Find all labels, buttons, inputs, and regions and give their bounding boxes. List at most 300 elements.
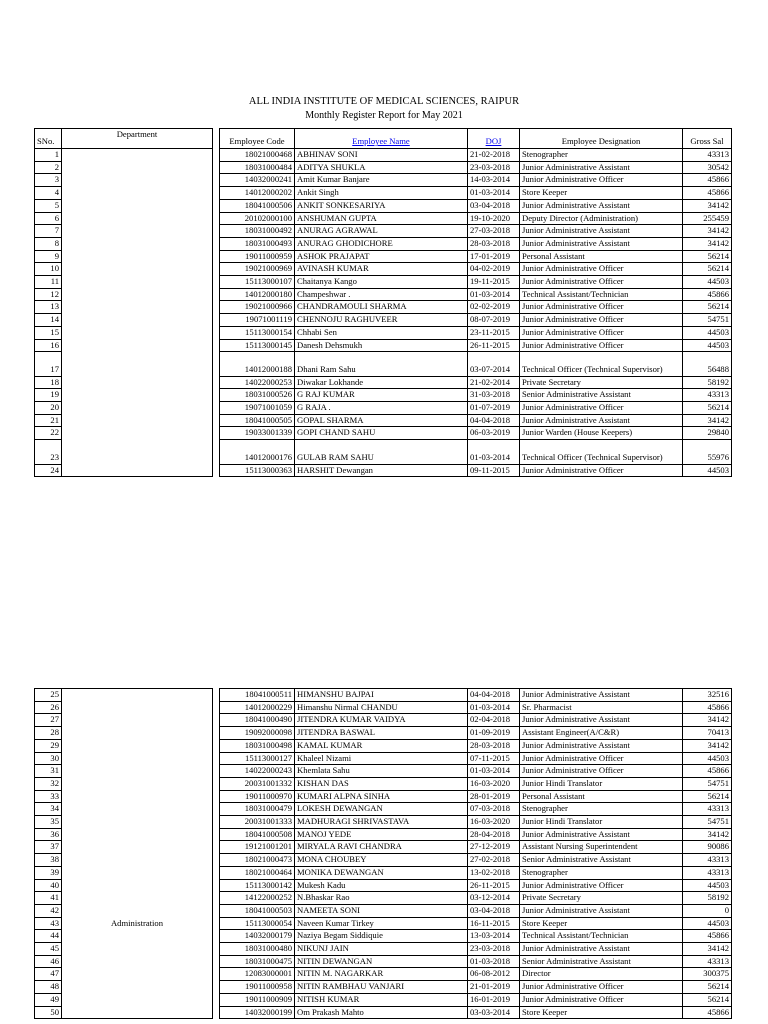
cell-employee-name: GULAB RAM SAHU (295, 440, 468, 464)
cell-department (62, 250, 213, 263)
cell-employee-name: Ankit Singh (295, 187, 468, 200)
cell-doj: 13-02-2018 (468, 866, 520, 879)
cell-doj: 16-03-2020 (468, 777, 520, 790)
cell-designation: Junior Administrative Officer (520, 314, 683, 327)
cell-designation: Junior Administrative Officer (520, 879, 683, 892)
cell-designation: Junior Administrative Officer (520, 263, 683, 276)
cell-employee-name: MONA CHOUBEY (295, 854, 468, 867)
cell-sno: 10 (35, 263, 62, 276)
cell-employee-code: 18021000473 (220, 854, 295, 867)
cell-sno: 39 (35, 866, 62, 879)
table-row (35, 981, 732, 994)
cell-department: Administration (62, 917, 213, 930)
cell-doj: 04-04-2018 (468, 414, 520, 427)
cell-doj: 28-01-2019 (468, 790, 520, 803)
cell-sno: 14 (35, 314, 62, 327)
cell-designation: Store Keeper (520, 187, 683, 200)
cell-employee-name: Champeshwar . (295, 288, 468, 301)
cell-doj: 01-03-2014 (468, 701, 520, 714)
cell-employee-code: 19021000966 (220, 301, 295, 314)
cell-gross-salary: 43313 (683, 854, 732, 867)
cell-gross-salary: 56214 (683, 993, 732, 1006)
cell-gross-salary: 44503 (683, 464, 732, 477)
cell-sno: 44 (35, 930, 62, 943)
cell-employee-name: NITISH KUMAR (295, 993, 468, 1006)
cell-employee-code: 14032000241 (220, 174, 295, 187)
cell-doj: 28-04-2018 (468, 828, 520, 841)
cell-gross-salary: 45866 (683, 174, 732, 187)
cell-designation: Technical Officer (Technical Supervisor) (520, 352, 683, 376)
cell-gross-salary: 56214 (683, 981, 732, 994)
table-row (35, 427, 732, 440)
table-row (35, 701, 732, 714)
cell-doj: 26-11-2015 (468, 879, 520, 892)
cell-employee-code: 18041000503 (220, 904, 295, 917)
cell-employee-code: 14122000252 (220, 892, 295, 905)
cell-department (62, 414, 213, 427)
cell-designation: Technical Officer (Technical Supervisor) (520, 440, 683, 464)
cell-gross-salary: 34142 (683, 828, 732, 841)
table-row (35, 739, 732, 752)
register-table-page-1 (34, 128, 732, 477)
cell-employee-code: 18041000505 (220, 414, 295, 427)
table-row (35, 314, 732, 327)
cell-employee-name: ASHOK PRAJAPAT (295, 250, 468, 263)
table-row (35, 187, 732, 200)
cell-doj: 31-03-2018 (468, 389, 520, 402)
cell-designation: Junior Administrative Assistant (520, 161, 683, 174)
cell-designation: Junior Administrative Assistant (520, 828, 683, 841)
cell-designation: Technical Assistant/Technician (520, 930, 683, 943)
cell-designation: Stenographer (520, 803, 683, 816)
cell-employee-name: Naziya Begam Siddiquie (295, 930, 468, 943)
table-row (35, 288, 732, 301)
cell-employee-name: Amit Kumar Banjare (295, 174, 468, 187)
cell-gross-salary: 58192 (683, 892, 732, 905)
cell-employee-code: 18041000490 (220, 714, 295, 727)
cell-designation: Junior Administrative Officer (520, 326, 683, 339)
cell-employee-name: Danesh Dehsmukh (295, 339, 468, 352)
cell-employee-code: 19071001059 (220, 402, 295, 415)
cell-department (62, 803, 213, 816)
cell-doj: 16-03-2020 (468, 816, 520, 829)
cell-employee-code: 14012000188 (220, 352, 295, 376)
cell-employee-name: NAMEETA SONI (295, 904, 468, 917)
cell-doj: 01-07-2019 (468, 402, 520, 415)
cell-gross-salary: 54751 (683, 777, 732, 790)
cell-employee-name: GOPI CHAND SAHU (295, 427, 468, 440)
cell-designation: Director (520, 968, 683, 981)
cell-department (62, 212, 213, 225)
cell-doj: 03-12-2014 (468, 892, 520, 905)
cell-department (62, 904, 213, 917)
table-row (35, 376, 732, 389)
cell-department (62, 174, 213, 187)
cell-sno: 20 (35, 402, 62, 415)
cell-department (62, 314, 213, 327)
table-row (35, 440, 732, 464)
cell-employee-code: 18031000484 (220, 161, 295, 174)
cell-sno: 41 (35, 892, 62, 905)
cell-gross-salary: 43313 (683, 955, 732, 968)
cell-department (62, 765, 213, 778)
cell-employee-name: NIKUNJ JAIN (295, 943, 468, 956)
cell-employee-code: 20102000100 (220, 212, 295, 225)
cell-employee-code: 19071001119 (220, 314, 295, 327)
cell-employee-name: NITIN DEWANGAN (295, 955, 468, 968)
cell-doj: 21-01-2019 (468, 981, 520, 994)
cell-department (62, 402, 213, 415)
cell-employee-name: ABHINAV SONI (295, 149, 468, 162)
cell-doj: 01-03-2014 (468, 288, 520, 301)
cell-department (62, 892, 213, 905)
table-row (35, 149, 732, 162)
cell-designation: Junior Administrative Officer (520, 402, 683, 415)
cell-employee-name: Naveen Kumar Tirkey (295, 917, 468, 930)
cell-department (62, 301, 213, 314)
cell-employee-code: 14022000243 (220, 765, 295, 778)
cell-sno: 40 (35, 879, 62, 892)
col-doj-header[interactable] (468, 129, 520, 149)
cell-sno: 45 (35, 943, 62, 956)
table-row (35, 828, 732, 841)
cell-doj: 28-03-2018 (468, 739, 520, 752)
table-row (35, 790, 732, 803)
cell-employee-code: 14012000202 (220, 187, 295, 200)
cell-gross-salary: 34142 (683, 414, 732, 427)
cell-employee-code: 18021000464 (220, 866, 295, 879)
cell-designation: Junior Administrative Assistant (520, 714, 683, 727)
cell-employee-code: 18021000468 (220, 149, 295, 162)
cell-employee-name: Mukesh Kadu (295, 879, 468, 892)
cell-doj: 27-12-2019 (468, 841, 520, 854)
cell-doj: 03-04-2018 (468, 199, 520, 212)
cell-employee-name: ANURAG AGRAWAL (295, 225, 468, 238)
table-row (35, 263, 732, 276)
cell-gross-salary: 34142 (683, 225, 732, 238)
cell-sno: 22 (35, 427, 62, 440)
cell-employee-name: MONIKA DEWANGAN (295, 866, 468, 879)
table-row (35, 854, 732, 867)
cell-employee-code: 20031001333 (220, 816, 295, 829)
cell-employee-code: 19121001201 (220, 841, 295, 854)
cell-employee-name: AVINASH KUMAR (295, 263, 468, 276)
cell-designation: Junior Administrative Officer (520, 765, 683, 778)
cell-doj: 14-03-2014 (468, 174, 520, 187)
employee-name-sort-link[interactable]: Employee Name (352, 136, 410, 147)
cell-designation: Senior Administrative Assistant (520, 389, 683, 402)
cell-doj: 03-07-2014 (468, 352, 520, 376)
cell-sno: 7 (35, 225, 62, 238)
cell-doj: 01-03-2014 (468, 187, 520, 200)
cell-employee-name: CHANDRAMOULI SHARMA (295, 301, 468, 314)
cell-department (62, 326, 213, 339)
cell-employee-code: 18031000479 (220, 803, 295, 816)
institute-title: ALL INDIA INSTITUTE OF MEDICAL SCIENCES, RAIPUR (248, 96, 520, 107)
cell-department (62, 841, 213, 854)
cell-doj: 01-09-2019 (468, 727, 520, 740)
cell-sno: 35 (35, 816, 62, 829)
cell-designation: Junior Hindi Translator (520, 816, 683, 829)
cell-employee-code: 14012000176 (220, 440, 295, 464)
table-row (35, 955, 732, 968)
cell-sno: 21 (35, 414, 62, 427)
cell-employee-code: 18041000508 (220, 828, 295, 841)
cell-department (62, 790, 213, 803)
col-department-header: Department (62, 129, 213, 149)
doj-sort-link[interactable]: DOJ (485, 136, 502, 147)
cell-gross-salary: 34142 (683, 714, 732, 727)
cell-designation: Private Secretary (520, 376, 683, 389)
cell-gross-salary: 56488 (683, 352, 732, 376)
cell-department (62, 739, 213, 752)
cell-employee-code: 15113000363 (220, 464, 295, 477)
cell-department (62, 816, 213, 829)
cell-gross-salary: 43313 (683, 803, 732, 816)
register-table-page-2 (34, 688, 732, 1019)
cell-employee-name: ADITYA SHUKLA (295, 161, 468, 174)
cell-doj: 16-11-2015 (468, 917, 520, 930)
cell-sno: 29 (35, 739, 62, 752)
table-row (35, 727, 732, 740)
cell-employee-code: 15113000142 (220, 879, 295, 892)
cell-department (62, 714, 213, 727)
col-sno-header: SNo. (35, 129, 62, 149)
cell-gross-salary: 44503 (683, 752, 732, 765)
cell-designation: Senior Administrative Assistant (520, 854, 683, 867)
cell-employee-code: 14022000253 (220, 376, 295, 389)
cell-doj: 04-04-2018 (468, 689, 520, 702)
cell-designation: Assistant Nursing Superintendent (520, 841, 683, 854)
cell-sno: 16 (35, 339, 62, 352)
cell-employee-code: 18031000493 (220, 237, 295, 250)
cell-gross-salary: 90086 (683, 841, 732, 854)
cell-employee-name: MANOJ YEDE (295, 828, 468, 841)
cell-gross-salary: 45866 (683, 187, 732, 200)
cell-employee-code: 12083000001 (220, 968, 295, 981)
cell-employee-code: 14012000180 (220, 288, 295, 301)
table-row (35, 752, 732, 765)
cell-sno: 19 (35, 389, 62, 402)
cell-gross-salary: 255459 (683, 212, 732, 225)
cell-department (62, 866, 213, 879)
cell-designation: Junior Administrative Officer (520, 174, 683, 187)
cell-sno: 15 (35, 326, 62, 339)
cell-designation: Stenographer (520, 866, 683, 879)
cell-sno: 33 (35, 790, 62, 803)
cell-sno: 8 (35, 237, 62, 250)
cell-designation: Stenographer (520, 149, 683, 162)
cell-designation: Junior Administrative Assistant (520, 943, 683, 956)
table-row (35, 689, 732, 702)
cell-sno: 48 (35, 981, 62, 994)
cell-department (62, 440, 213, 464)
cell-sno: 26 (35, 701, 62, 714)
cell-sno: 13 (35, 301, 62, 314)
cell-gross-salary: 29840 (683, 427, 732, 440)
cell-employee-name: Dhani Ram Sahu (295, 352, 468, 376)
cell-doj: 01-03-2014 (468, 765, 520, 778)
cell-doj: 23-03-2018 (468, 161, 520, 174)
cell-doj: 08-07-2019 (468, 314, 520, 327)
cell-gross-salary: 34142 (683, 237, 732, 250)
table-row (35, 879, 732, 892)
cell-department (62, 981, 213, 994)
cell-doj: 27-03-2018 (468, 225, 520, 238)
table-row (35, 866, 732, 879)
cell-department (62, 339, 213, 352)
cell-employee-code: 15113000054 (220, 917, 295, 930)
table-row (35, 237, 732, 250)
cell-employee-name: KUMARI ALPNA SINHA (295, 790, 468, 803)
cell-department (62, 376, 213, 389)
col-name-header[interactable] (295, 129, 468, 149)
cell-sno: 46 (35, 955, 62, 968)
table-row (35, 892, 732, 905)
cell-department (62, 149, 213, 162)
cell-employee-code: 15113000127 (220, 752, 295, 765)
cell-designation: Junior Hindi Translator (520, 777, 683, 790)
cell-employee-name: NITIN M. NAGARKAR (295, 968, 468, 981)
cell-gross-salary: 45866 (683, 288, 732, 301)
cell-department (62, 727, 213, 740)
cell-designation: Junior Administrative Officer (520, 981, 683, 994)
cell-sno: 49 (35, 993, 62, 1006)
cell-employee-name: KAMAL KUMAR (295, 739, 468, 752)
cell-department (62, 276, 213, 289)
cell-sno: 17 (35, 352, 62, 376)
cell-sno: 37 (35, 841, 62, 854)
cell-department (62, 993, 213, 1006)
cell-sno: 24 (35, 464, 62, 477)
cell-employee-code: 15113000107 (220, 276, 295, 289)
cell-designation: Junior Administrative Assistant (520, 739, 683, 752)
table-row (35, 841, 732, 854)
cell-sno: 50 (35, 1006, 62, 1019)
cell-sno: 28 (35, 727, 62, 740)
cell-doj: 02-04-2018 (468, 714, 520, 727)
cell-employee-name: JITENDRA KUMAR VAIDYA (295, 714, 468, 727)
cell-doj: 07-03-2018 (468, 803, 520, 816)
cell-sno: 43 (35, 917, 62, 930)
cell-gross-salary: 300375 (683, 968, 732, 981)
cell-doj: 04-02-2019 (468, 263, 520, 276)
cell-employee-code: 19033001339 (220, 427, 295, 440)
cell-designation: Junior Administrative Officer (520, 993, 683, 1006)
cell-employee-code: 19021000969 (220, 263, 295, 276)
cell-sno: 9 (35, 250, 62, 263)
table-row (35, 199, 732, 212)
table-row (35, 904, 732, 917)
cell-department (62, 352, 213, 376)
cell-doj: 03-04-2018 (468, 904, 520, 917)
cell-doj: 03-03-2014 (468, 1006, 520, 1019)
cell-doj: 23-11-2015 (468, 326, 520, 339)
cell-sno: 1 (35, 149, 62, 162)
cell-employee-name: Khaleel Nizami (295, 752, 468, 765)
cell-gross-salary: 30542 (683, 161, 732, 174)
cell-employee-code: 14032000179 (220, 930, 295, 943)
table-row (35, 917, 732, 930)
cell-gross-salary: 32516 (683, 689, 732, 702)
cell-doj: 06-08-2012 (468, 968, 520, 981)
cell-employee-code: 19011000909 (220, 993, 295, 1006)
cell-employee-name: Om Prakash Mahto (295, 1006, 468, 1019)
cell-doj: 01-03-2014 (468, 440, 520, 464)
cell-designation: Private Secretary (520, 892, 683, 905)
cell-gross-salary: 45866 (683, 701, 732, 714)
cell-doj: 27-02-2018 (468, 854, 520, 867)
cell-department (62, 701, 213, 714)
cell-employee-name: N.Bhaskar Rao (295, 892, 468, 905)
table-row (35, 930, 732, 943)
cell-sno: 23 (35, 440, 62, 464)
cell-gross-salary: 54751 (683, 314, 732, 327)
cell-department (62, 943, 213, 956)
cell-employee-code: 14012000229 (220, 701, 295, 714)
table-row (35, 212, 732, 225)
table-row (35, 389, 732, 402)
col-designation-header: Employee Designation (520, 129, 683, 149)
table-row (35, 161, 732, 174)
cell-sno: 27 (35, 714, 62, 727)
cell-department (62, 777, 213, 790)
cell-gross-salary: 56214 (683, 301, 732, 314)
table-row (35, 968, 732, 981)
cell-employee-code: 18031000498 (220, 739, 295, 752)
cell-gross-salary: 44503 (683, 879, 732, 892)
cell-sno: 32 (35, 777, 62, 790)
cell-doj: 17-01-2019 (468, 250, 520, 263)
cell-sno: 38 (35, 854, 62, 867)
table-row (35, 250, 732, 263)
cell-department (62, 930, 213, 943)
cell-gross-salary: 70413 (683, 727, 732, 740)
table-row (35, 174, 732, 187)
cell-doj: 19-11-2015 (468, 276, 520, 289)
cell-department (62, 854, 213, 867)
cell-employee-name: CHENNOJU RAGHUVEER (295, 314, 468, 327)
cell-sno: 36 (35, 828, 62, 841)
cell-sno: 25 (35, 689, 62, 702)
cell-sno: 5 (35, 199, 62, 212)
table-row (35, 339, 732, 352)
cell-sno: 47 (35, 968, 62, 981)
cell-gross-salary: 34142 (683, 739, 732, 752)
cell-employee-name: JITENDRA BASWAL (295, 727, 468, 740)
cell-department (62, 161, 213, 174)
cell-employee-name: MADHURAGI SHRIVASTAVA (295, 816, 468, 829)
cell-department (62, 237, 213, 250)
cell-doj: 26-11-2015 (468, 339, 520, 352)
cell-department (62, 288, 213, 301)
cell-gross-salary: 34142 (683, 943, 732, 956)
col-gross-header: Gross Sal (683, 129, 732, 149)
cell-employee-name: G RAJ KUMAR (295, 389, 468, 402)
table-row (35, 993, 732, 1006)
cell-department (62, 263, 213, 276)
cell-department (62, 689, 213, 702)
cell-designation: Junior Administrative Assistant (520, 237, 683, 250)
table-row (35, 352, 732, 376)
table-row (35, 414, 732, 427)
cell-department (62, 879, 213, 892)
cell-department (62, 389, 213, 402)
cell-gross-salary: 44503 (683, 339, 732, 352)
cell-gross-salary: 44503 (683, 276, 732, 289)
cell-employee-code: 18031000480 (220, 943, 295, 956)
cell-doj: 07-11-2015 (468, 752, 520, 765)
